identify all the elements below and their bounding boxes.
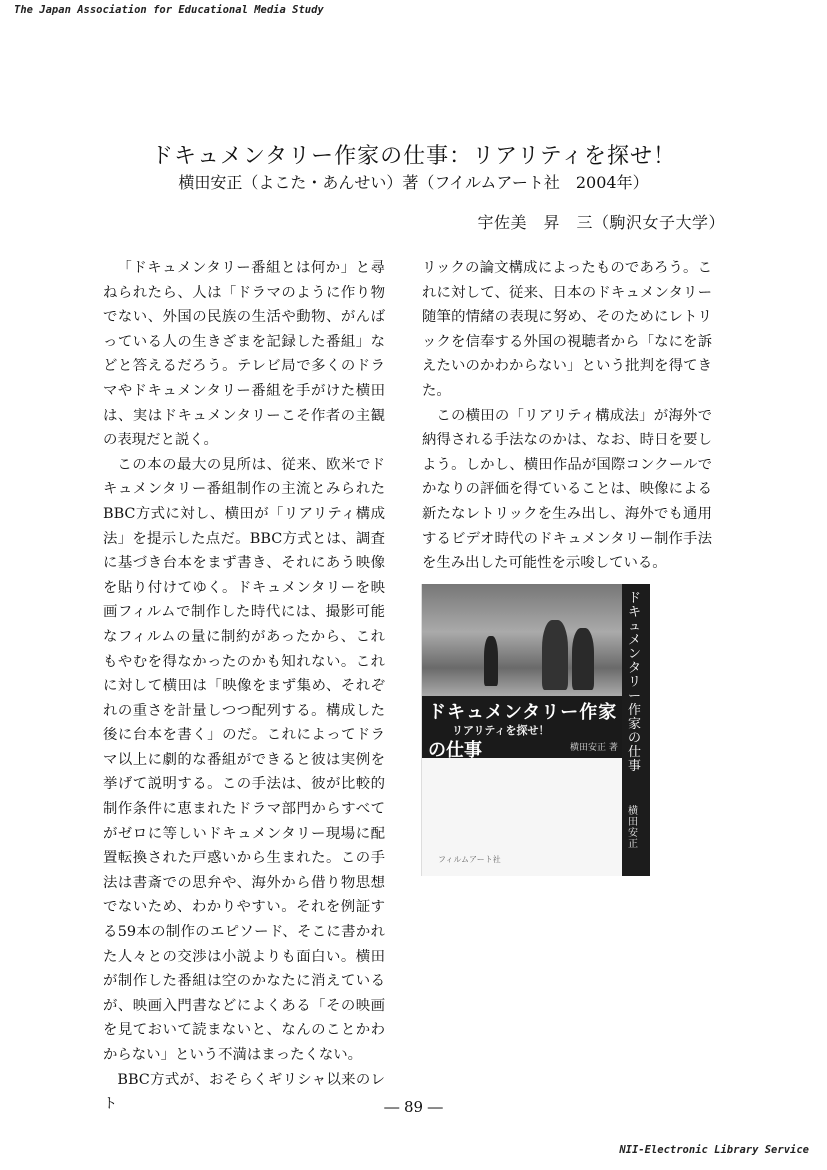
book-cover-image [421, 584, 650, 876]
review-author: 宇佐美 昇 三（駒沢女子大学） [477, 213, 725, 232]
paragraph: この横田の「リアリティ構成法」が海外で納得される手法なのかは、なお、時日を要しよう。しかし、横田作品が国際コンクールでかなりの評価を得ていることは、映像による新たなレトリックを生み出し、海外でも通用するビデオ時代のドキュメンタリー制作手法を生み出した可能性を示唆している。 [422, 407, 712, 572]
cover-author: 横田安正 著 [570, 743, 618, 753]
paragraph: リックの論文構成によったものであろう。これに対して、従来、日本のドキュメンタリー随筆的情緒の表現に努め、そのためにレトリックを信奉する外国の視聴者から「なにを訴えたいのかわからない」という批判を得てきた。 [422, 260, 712, 399]
paragraph: 「ドキュメンタリー番組とは何か」と尋ねられたら、人は「ドラマのように作り物でない、外国の民族の生活や動物、がんばっている人の生きざまを記録した番組」などと答えるだろう。テレビ局で多くのドラマやドキュメンタリー番組を手がけた横田は、実はドキュメンタリーこそ作者の主観の表現だと説く。 [103, 260, 385, 449]
spine-title: ドキュメンタリー作家の仕事 [628, 591, 642, 774]
right-column [422, 256, 712, 576]
paragraph: BBC方式が、おそらくギリシャ以来のレト [103, 1071, 385, 1113]
spine-author: 横田安正 [628, 806, 638, 850]
figure-silhouette [484, 636, 498, 686]
cover-title-line1: ドキュメンタリー作家 [428, 702, 618, 723]
page-number: ― 89 ― [384, 1098, 443, 1116]
cover-publisher: フィルムアート社 [438, 855, 501, 864]
left-column [103, 256, 385, 1117]
figure-silhouette [572, 628, 594, 690]
cover-title-line2: の仕事 [428, 740, 482, 761]
figure-silhouette [542, 620, 568, 690]
paragraph: この本の最大の見所は、従来、欧米でドキュメンタリー番組制作の主流とみられたBBC方式に対し、横田が「リアリティ構成法」を提示した点だ。BBC方式とは、調査に基づき台本をまず書き、それにあう映像を貼り付けてゆく。ドキュメンタリーを映画フィルムで制作した時代には、撮影可能なフィルムの量に制約があったから、これもやむを得なかったのかも知れない。これに対して横田は「映像をまず集め、それぞれの重さを計量しつつ配列する。構成した後に台本を書く」のだ。これによってドラマ以上に劇的な番組ができると彼は実例を挙げて説明する。この手法は、彼が比較的制作条件に恵まれたドラマ部門からすべてがゼロに等しいドキュメンタリー現場に配置転換された戸惑いから生まれた。この手法は書斎での思弁や、海外から借り物思想でないため、わかりやすい。それを例証する59本の制作のエピソード、そこに書かれた人々との交渉は小説よりも面白い。横田が制作した番組は空のかなたに消えているが、映画入門書などによくある「その映画を見ておいて読まないと、なんのことかわからない」という不満はまったくない。 [103, 456, 385, 1063]
book-info: 横田安正（よこた・あんせい）著（フイルムアート社 2004年） [178, 173, 649, 192]
cover-subtitle: リアリティを探せ！ [452, 724, 550, 737]
article-title: ドキュメンタリー作家の仕事：リアリティを探せ！ [150, 144, 677, 169]
library-footer: NII-Electronic Library Service [619, 1144, 809, 1156]
journal-header: The Japan Association for Educational Media Study [14, 4, 324, 16]
